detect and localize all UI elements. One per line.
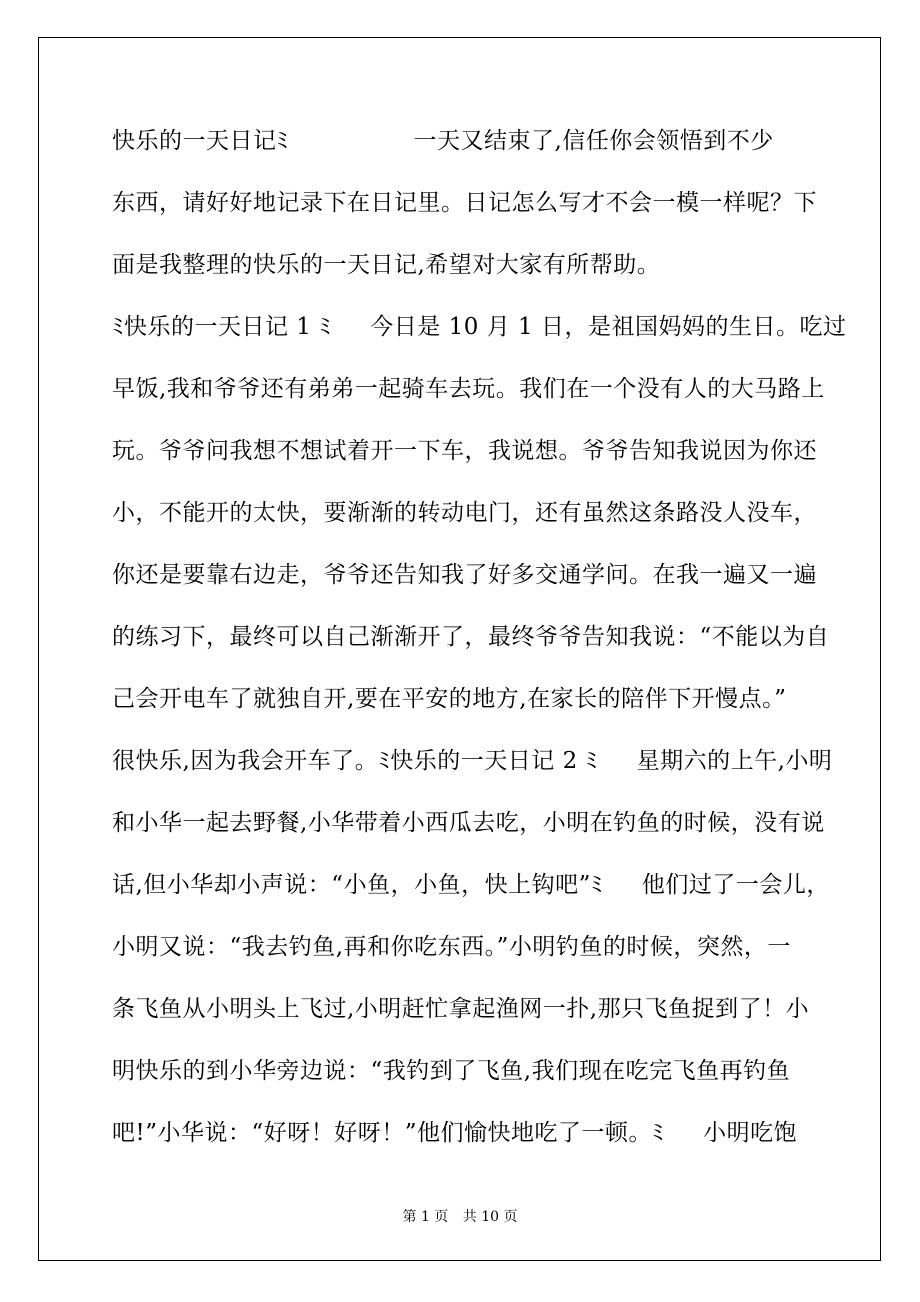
text-line-17: 吧!”小华说：“好呀！好呀！”他们愉快地吃了一顿。ﾐ 小明吃饱: [112, 1120, 798, 1146]
page-number: 第 1 页: [402, 1209, 449, 1225]
text-line-4: ﾐ快乐的一天日记 1 ﾐ 今日是 10 月 1 日，是祖国妈妈的生日。吃过: [112, 314, 847, 340]
text-line-6: 玩。爷爷问我想不想试着开一下车，我说想。爷爷告知我说因为你还: [112, 438, 817, 464]
text-line-12: 和小华一起去野餐,小华带着小西瓜去吃，小明在钓鱼的时候，没有说: [112, 810, 825, 836]
text-line-11: 很快乐,因为我会开车了。ﾐ快乐的一天日记 2 ﾐ 星期六的上午,小明: [112, 748, 833, 774]
text-line-9: 的练习下，最终可以自己渐渐开了，最终爷爷告知我说：“不能以为自: [112, 624, 830, 650]
text-line-8: 你还是要靠右边走，爷爷还告知我了好多交通学问。在我一遍又一遍: [112, 562, 817, 588]
text-line-10: 己会开电车了就独自开,要在平安的地方,在家长的陪伴下开慢点。”: [112, 686, 787, 712]
page-footer: [0, 1208, 920, 1226]
text-line-5: 早饭,我和爷爷还有弟弟一起骑车去玩。我们在一个没有人的大马路上: [112, 376, 825, 402]
text-line-13: 话,但小华却小声说：“小鱼，小鱼，快上钩吧”ﾐ 他们过了一会儿，: [112, 872, 830, 898]
text-line-3: 面是我整理的快乐的一天日记,希望对大家有所帮助。: [112, 252, 661, 278]
text-line-2: 东西，请好好地记录下在日记里。日记怎么写才不会一模一样呢？下: [112, 190, 817, 216]
text-line-14: 小明又说：“我去钓鱼,再和你吃东西。”小明钓鱼的时候，突然，一: [112, 934, 791, 960]
text-line-16: 明快乐的到小华旁边说：“我钓到了飞鱼,我们现在吃完飞鱼再钓鱼: [112, 1058, 791, 1084]
page-total: 共 10 页: [462, 1209, 518, 1225]
text-line-15: 条飞鱼从小明头上飞过,小明赶忙拿起渔网一扑,那只飞鱼捉到了！小: [112, 996, 810, 1022]
text-line-1: 快乐的一天日记ﾐ 一天又结束了,信任你会领悟到不少: [112, 128, 774, 154]
text-line-7: 小，不能开的太快，要渐渐的转动电门，还有虽然这条路没人没车，: [112, 500, 817, 526]
